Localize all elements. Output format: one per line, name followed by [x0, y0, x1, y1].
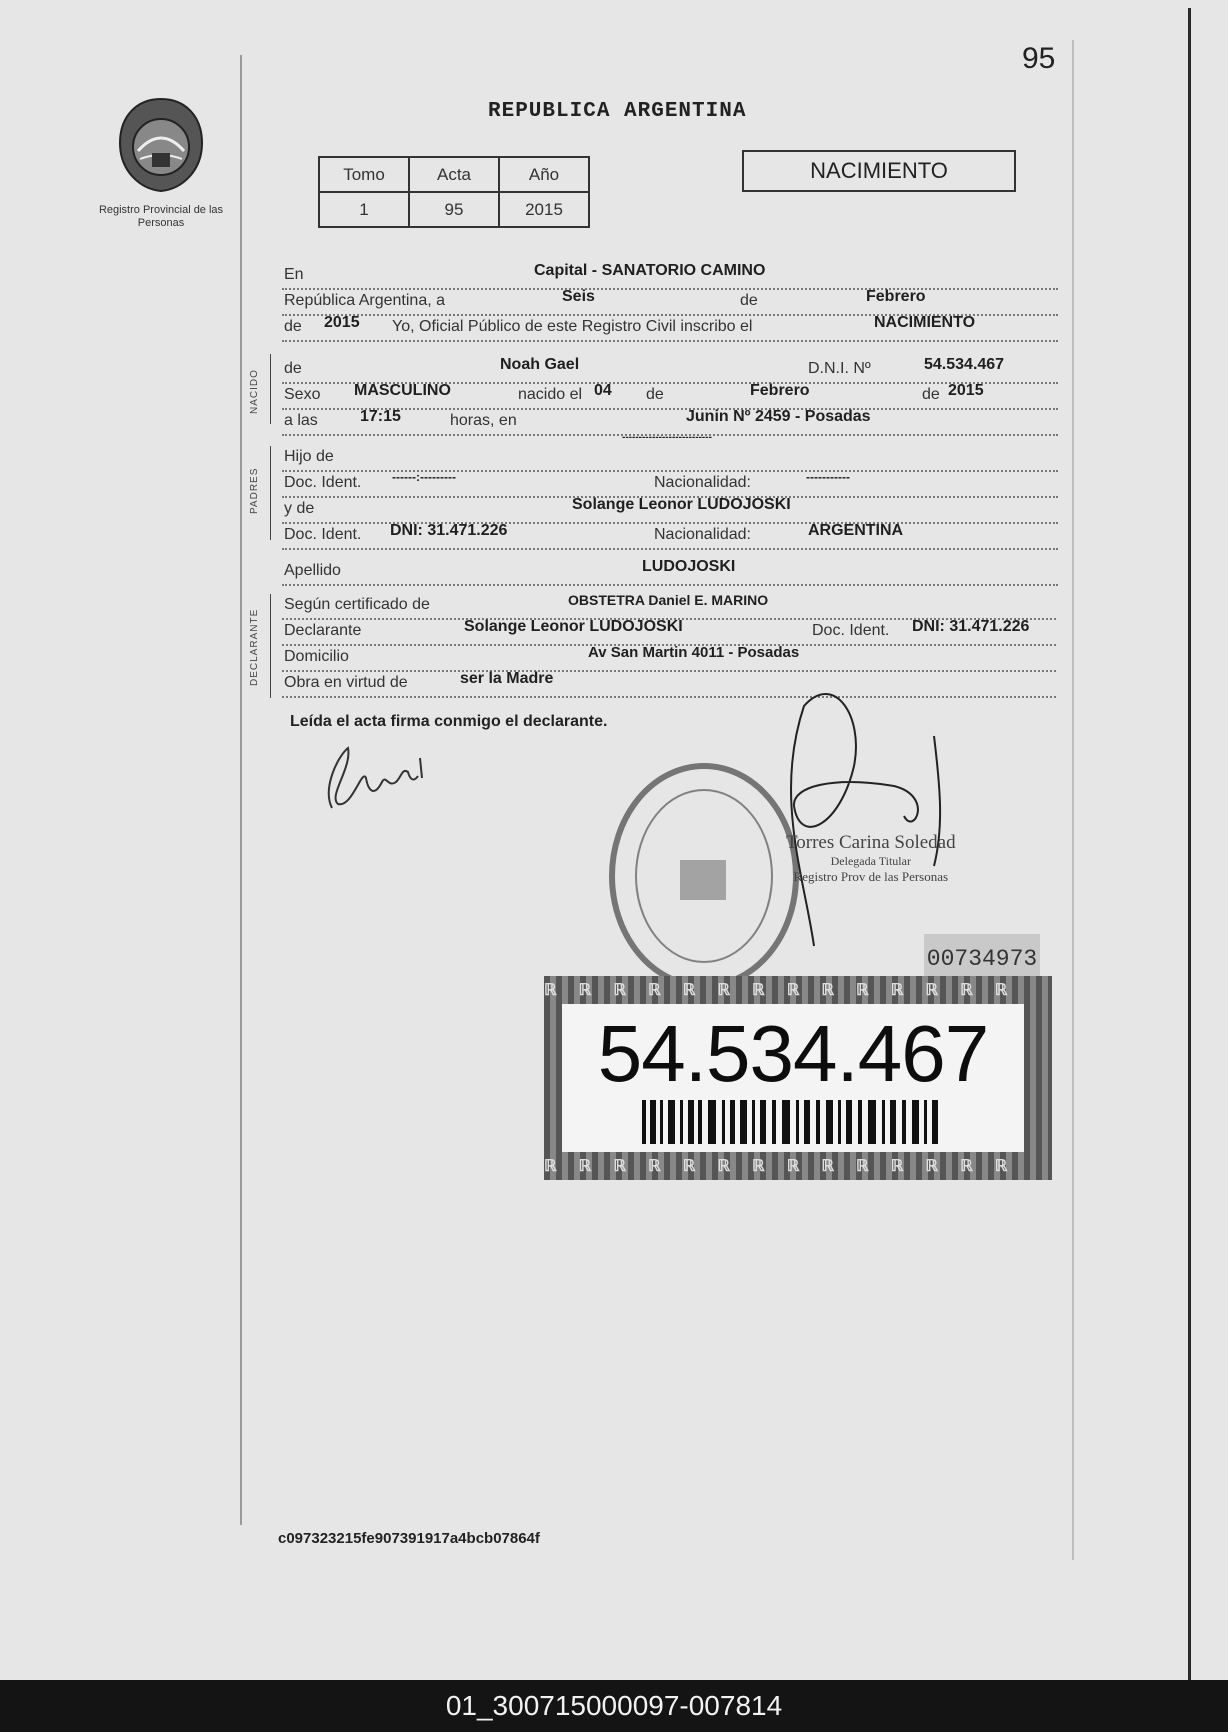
value-padre-nac: ----------- — [806, 470, 850, 484]
field-nombre: de Noah Gael D.N.I. Nº 54.534.467 — [282, 358, 1058, 384]
value-nombre: Noah Gael — [500, 356, 580, 373]
value-padre-doc: ------:--------- — [392, 470, 456, 484]
field-hijo-de: Hijo de --------------------------- — [282, 446, 1058, 472]
sticker-pattern-top: ℝℝℝℝℝℝℝℝℝℝℝℝℝℝ — [544, 982, 1030, 999]
official-org: Registro Prov de las Personas — [793, 869, 949, 884]
value-mes: Febrero — [866, 288, 926, 305]
section-padres-line — [270, 446, 271, 540]
field-sexo: Sexo MASCULINO nacido el 04 de Febrero de 2015 — [282, 384, 1058, 410]
sticker-pattern-bottom: ℝℝℝℝℝℝℝℝℝℝℝℝℝℝ — [544, 1158, 1030, 1175]
value-nac-dia: 04 — [594, 382, 612, 399]
official-stamp-and-signature — [604, 676, 1024, 976]
anio-value: 2015 — [499, 192, 589, 227]
value-obra: ser la Madre — [460, 670, 554, 687]
value-dni: 54.534.467 — [924, 356, 1005, 373]
value-sexo: MASCULINO — [354, 382, 451, 399]
registry-label: Registro Provincial de las Personas — [98, 204, 224, 229]
anio-header: Año — [499, 157, 589, 192]
value-padre: --------------------------- — [622, 432, 712, 443]
value-declarante-doc: DNI: 31.471.226 — [912, 618, 1030, 635]
field-padre-doc: Doc. Ident. ------:--------- Nacionalidad: ----------- — [282, 472, 1058, 498]
barcode-icon — [642, 1100, 942, 1144]
province-logo — [98, 95, 224, 230]
field-hora: a las 17:15 horas, en Junin Nº 2459 - Posadas — [282, 410, 1058, 436]
value-nac-anio: 2015 — [948, 382, 984, 399]
value-lugar: Capital - SANATORIO CAMINO — [534, 262, 766, 279]
right-margin-line — [1072, 40, 1074, 1560]
field-y-de: y de Solange Leonor LUDOJOSKI — [282, 498, 1058, 524]
document-hash: c097323215fe907391917a4bcb07864f — [278, 1530, 540, 1547]
value-madre-nac: ARGENTINA — [808, 522, 904, 539]
left-margin-line — [240, 55, 242, 1525]
value-lugar-nac: Junin Nº 2459 - Posadas — [686, 408, 871, 425]
value-anio: 2015 — [324, 314, 360, 331]
acta-value: 95 — [409, 192, 499, 227]
control-number: 00734973 — [924, 934, 1040, 984]
official-name: Torres Carina Soledad — [786, 832, 956, 853]
field-de-anio: de 2015 Yo, Oficial Público de este Registro Civil inscribo el NACIMIENTO — [282, 316, 1058, 342]
record-type-box: NACIMIENTO — [742, 150, 1016, 192]
value-apellido: LUDOJOSKI — [642, 558, 736, 575]
field-certificado: Según certificado de OBSTETRA Daniel E. MARINO — [282, 594, 1056, 620]
tomo-value: 1 — [319, 192, 409, 227]
value-acto: NACIMIENTO — [874, 314, 976, 331]
value-hora: 17:15 — [360, 408, 401, 425]
section-declarante: DECLARANTE — [249, 608, 260, 686]
section-nacido-line — [270, 354, 271, 424]
declarant-signature — [318, 738, 438, 818]
section-nacido: NACIDO — [249, 369, 260, 415]
scan-footer-id: 01_300715000097-007814 — [0, 1680, 1228, 1732]
field-declarante: Declarante Solange Leonor LUDOJOSKI Doc. Ident. DNI: 31.471.226 — [282, 620, 1056, 646]
value-madre: Solange Leonor LUDOJOSKI — [572, 496, 791, 513]
misiones-seal-icon — [116, 95, 206, 195]
value-dia: Seis — [562, 288, 595, 305]
page-fold-line — [1188, 8, 1191, 1680]
official-role: Delegada Titular — [830, 854, 911, 868]
id-number-sticker — [544, 976, 1052, 1180]
value-madre-doc: DNI: 31.471.226 — [390, 522, 508, 539]
field-obra: Obra en virtud de ser la Madre — [282, 672, 1056, 698]
field-domicilio: Domicilio Av San Martin 4011 - Posadas — [282, 646, 1056, 672]
field-en: En Capital - SANATORIO CAMINO — [282, 264, 1058, 290]
value-nac-mes: Febrero — [750, 382, 810, 399]
field-apellido: Apellido LUDOJOSKI — [282, 560, 1058, 586]
field-republica: República Argentina, a Seis de Febrero — [282, 290, 1058, 316]
document-title: REPUBLICA ARGENTINA — [488, 100, 747, 123]
sticker-inner — [562, 1004, 1024, 1152]
field-madre-doc: Doc. Ident. DNI: 31.471.226 Nacionalidad: ARGENTINA — [282, 524, 1058, 550]
official-block — [786, 832, 956, 885]
sticker-number: 54.534.467 — [597, 1009, 989, 1098]
value-certificado: OBSTETRA Daniel E. MARINO — [568, 592, 769, 608]
closing-statement: Leída el acta firma conmigo el declarante. — [290, 713, 608, 730]
tomo-header: Tomo — [319, 157, 409, 192]
section-padres: PADRES — [249, 467, 260, 515]
tomo-acta-anio-table — [318, 156, 590, 228]
value-declarante: Solange Leonor LUDOJOSKI — [464, 618, 683, 635]
page-number: 95 — [1022, 42, 1056, 75]
acta-header: Acta — [409, 157, 499, 192]
section-declarante-line — [270, 594, 271, 698]
value-domicilio: Av San Martin 4011 - Posadas — [588, 644, 800, 661]
